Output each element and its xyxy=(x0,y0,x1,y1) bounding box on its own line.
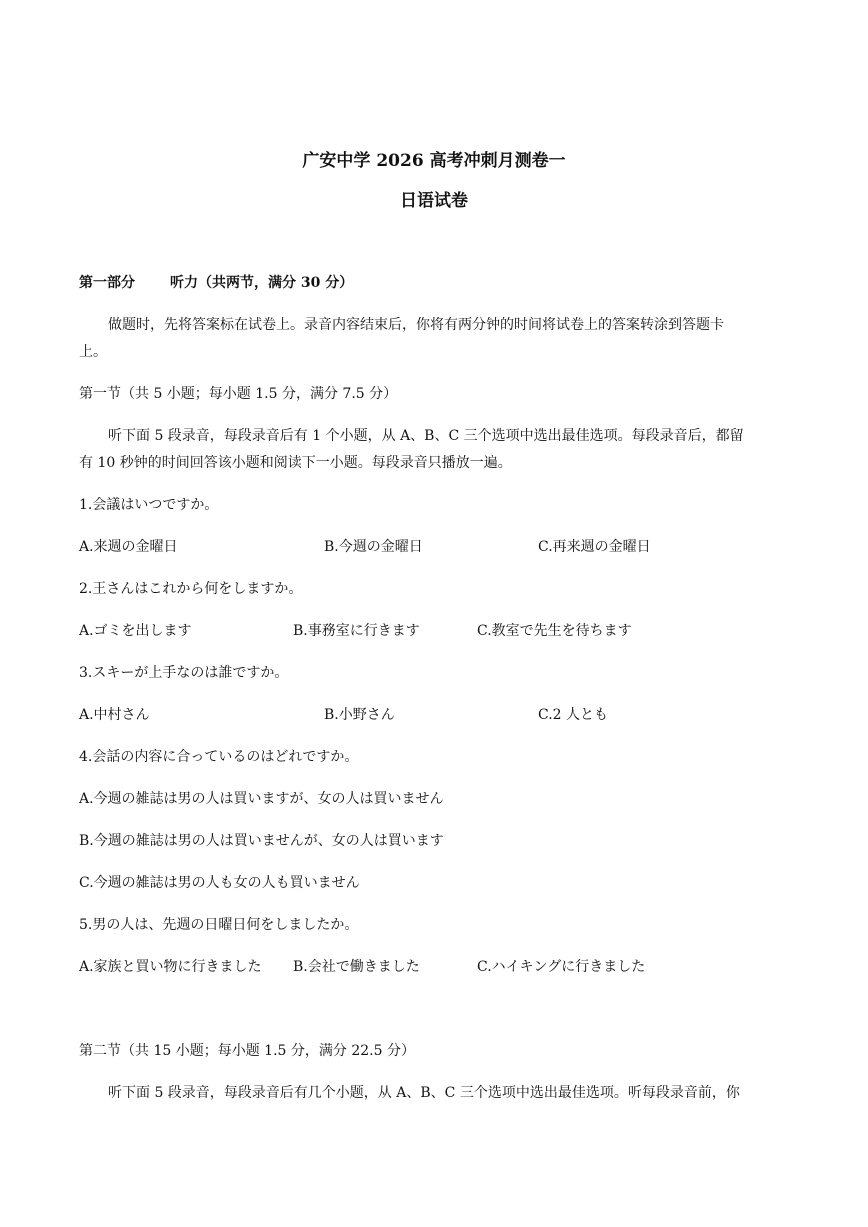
question-4-option-c: C.今週の雑誌は男の人も女の人も買いません xyxy=(79,875,360,891)
question-1-option-a: A.来週の金曜日 xyxy=(79,539,178,555)
question-5-option-c: C.ハイキングに行きました xyxy=(477,959,646,975)
question-5-option-b: B.会社で働きました xyxy=(293,959,420,975)
question-2-stem: 2.王さんはこれから何をしますか。 xyxy=(79,581,303,597)
question-4-option-b: B.今週の雑誌は男の人は買いませんが、女の人は買います xyxy=(79,833,444,849)
question-3-option-c: C.2 人とも xyxy=(538,707,609,723)
question-4-stem: 4.会話の内容に合っているのはどれですか。 xyxy=(79,749,359,765)
section2-instructions-line1: 听下面 5 段录音，每段录音后有几个小题，从 A、B、C 三个选项中选出最佳选项。听每段录音前，你 xyxy=(108,1085,740,1101)
part1-instructions-line1: 做题时，先将答案标在试卷上。录音内容结束后，你将有两分钟的时间将试卷上的答案转涂到答题卡 xyxy=(108,317,724,333)
section1-instructions-line1: 听下面 5 段录音，每段录音后有 1 个小题，从 A、B、C 三个选项中选出最佳选项。每段录音后，都留 xyxy=(108,428,744,444)
section1-instructions-line2: 有 10 秒钟的时间回答该小题和阅读下一小题。每段录音只播放一遍。 xyxy=(79,455,512,471)
part1-label: 第一部分 xyxy=(79,275,135,291)
exam-title: 广安中学 2026 高考冲刺月测卷一 xyxy=(302,151,566,171)
section1-heading: 第一节（共 5 小题；每小题 1.5 分，满分 7.5 分） xyxy=(79,386,398,402)
question-3-option-a: A.中村さん xyxy=(79,707,150,723)
section2-heading: 第二节（共 15 小题；每小题 1.5 分，满分 22.5 分） xyxy=(79,1043,415,1059)
question-2-option-a: A.ゴミを出します xyxy=(79,623,192,639)
part1-instructions-line2: 上。 xyxy=(79,344,107,360)
question-3-option-b: B.小野さん xyxy=(324,707,395,723)
question-1-option-c: C.再来週の金曜日 xyxy=(538,539,651,555)
exam-subtitle: 日语试卷 xyxy=(400,191,468,211)
question-2-option-b: B.事務室に行きます xyxy=(293,623,420,639)
question-5-option-a: A.家族と買い物に行きました xyxy=(79,959,262,975)
question-5-stem: 5.男の人は、先週の日曜日何をしましたか。 xyxy=(79,917,359,933)
question-2-option-c: C.教室で先生を待ちます xyxy=(477,623,632,639)
question-1-stem: 1.会議はいつですか。 xyxy=(79,497,219,513)
question-4-option-a: A.今週の雑誌は男の人は買いますが、女の人は買いません xyxy=(79,791,444,807)
part1-name: 听力（共两节，满分 30 分） xyxy=(170,275,354,291)
question-1-option-b: B.今週の金曜日 xyxy=(324,539,423,555)
question-3-stem: 3.スキーが上手なのは誰ですか。 xyxy=(79,665,289,681)
